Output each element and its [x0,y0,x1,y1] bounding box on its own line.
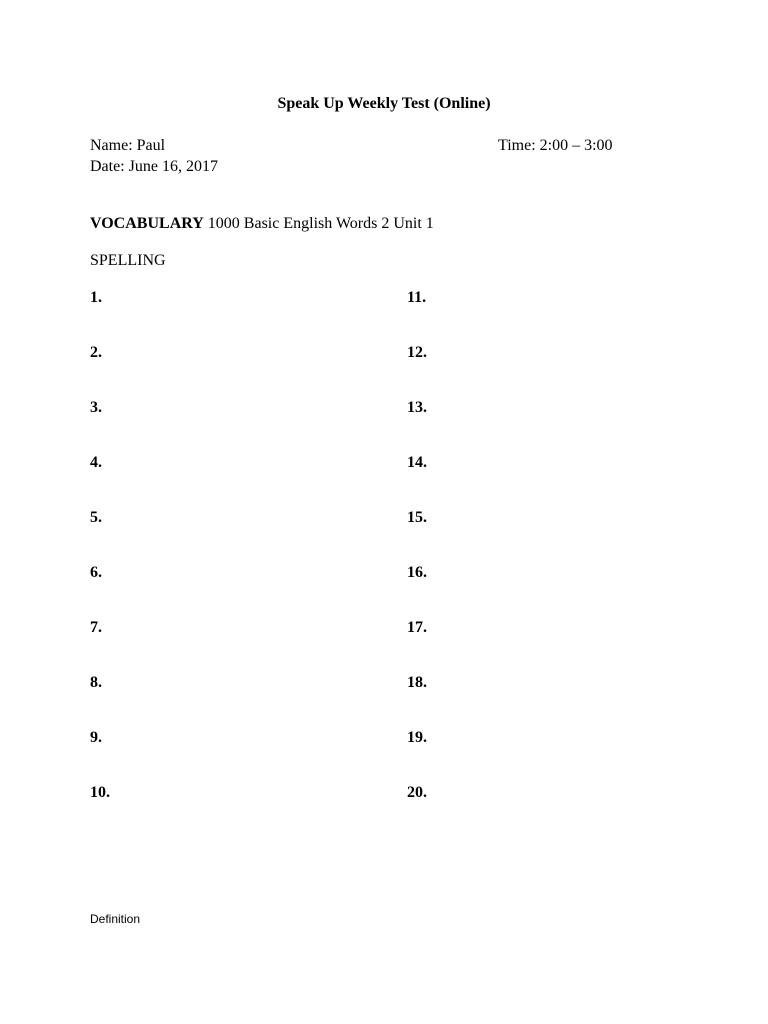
spelling-number: 7. [90,619,102,636]
spelling-number: 6. [90,564,102,581]
test-time: Time: 2:00 – 3:00 [498,137,613,154]
spelling-number: 19. [407,729,427,746]
spelling-number: 16. [407,564,427,581]
spelling-number: 3. [90,399,102,416]
vocabulary-heading [90,214,434,234]
spelling-number: 10. [90,784,110,801]
spelling-number: 18. [407,674,427,691]
spelling-number: 8. [90,674,102,691]
spelling-number: 12. [407,344,427,361]
spelling-number: 2. [90,344,102,361]
student-name: Name: Paul [90,137,166,154]
spelling-number: 1. [90,289,102,306]
spelling-number: 15. [407,509,427,526]
page-title: Speak Up Weekly Test (Online) [277,95,491,112]
spelling-number: 13. [407,399,427,416]
spelling-number: 9. [90,729,102,746]
spelling-section-label: SPELLING [90,252,166,269]
definition-label: Definition [90,912,141,926]
test-date: Date: June 16, 2017 [90,158,218,175]
spelling-number: 20. [407,784,427,801]
vocabulary-label: VOCABULARY [90,215,204,232]
spelling-number: 14. [407,454,427,471]
spelling-number: 11. [407,289,427,306]
spelling-number: 4. [90,454,102,471]
spelling-number: 5. [90,509,102,526]
vocabulary-description: 1000 Basic English Words 2 Unit 1 [203,215,434,232]
spelling-number: 17. [407,619,427,636]
